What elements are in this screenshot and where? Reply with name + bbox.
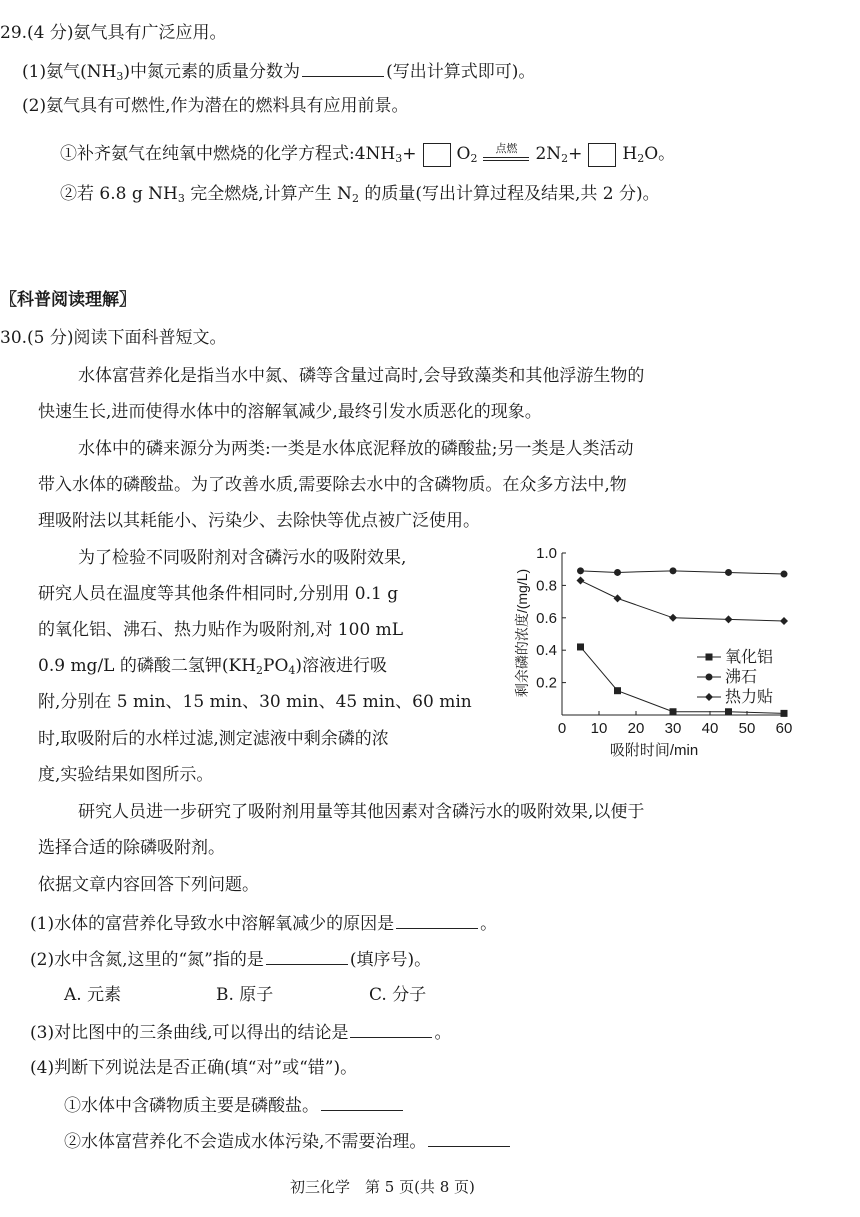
- text: 。: [434, 1023, 452, 1043]
- data-point: [781, 571, 788, 578]
- calc-text: ②若 6.8 g NH: [60, 184, 178, 204]
- paragraph-line: 理吸附法以其耗能小、污染少、去除快等优点被广泛使用。: [38, 511, 480, 531]
- text: 。: [480, 914, 498, 934]
- subscript: 2: [256, 664, 264, 677]
- y-tick-label: 1.0: [536, 545, 557, 562]
- answer-blank[interactable]: [428, 1128, 510, 1147]
- data-point: [670, 567, 677, 574]
- page-footer: 初三化学 第 5 页(共 8 页): [290, 1178, 475, 1196]
- q29-calculation: [60, 182, 660, 211]
- data-point: [725, 569, 732, 576]
- paragraph-line: 研究人员进一步研究了吸附剂用量等其他因素对含磷污水的吸附效果,以便于: [78, 802, 645, 822]
- text: (填序号)。: [349, 950, 432, 970]
- q30-part4-1: [64, 1092, 405, 1118]
- paragraph-line: 水体富营养化是指当水中氮、磷等含量过高时,会导致藻类和其他浮游生物的: [78, 366, 645, 386]
- text: (2)水中含氮,这里的“氮”指的是: [30, 950, 264, 970]
- y-tick-label: 0.4: [536, 642, 557, 660]
- data-point: [725, 615, 733, 623]
- formula-o2: O: [456, 144, 471, 164]
- text: (1)水体的富营养化导致水中溶解氧减少的原因是: [30, 914, 395, 934]
- data-point: [614, 594, 622, 602]
- subscript: 3: [177, 192, 185, 205]
- paragraph-line: 的氧化铝、沸石、热力贴作为吸附剂,对 100 mL: [38, 620, 404, 640]
- legend-label: 沸石: [725, 669, 758, 686]
- data-point: [669, 614, 677, 622]
- data-point: [781, 710, 788, 717]
- data-point: [780, 617, 788, 625]
- reaction-condition-arrow: [483, 143, 529, 167]
- legend-label: 热力贴: [725, 689, 774, 706]
- q29-part1-tail: (写出计算式即可)。: [386, 62, 536, 82]
- calc-text3: 的质量(写出计算过程及结果,共 2 分)。: [358, 184, 660, 204]
- data-point: [577, 643, 584, 650]
- q30-part2: [30, 946, 431, 972]
- subscript: 2: [470, 152, 478, 165]
- answer-blank[interactable]: [396, 910, 478, 929]
- legend-label: 氧化铝: [725, 649, 774, 666]
- text: ①水体中含磷物质主要是磷酸盐。: [64, 1096, 319, 1116]
- text: (3)对比图中的三条曲线,可以得出的结论是: [30, 1023, 349, 1043]
- q29-part1-text: (1)氨气(NH: [22, 62, 117, 82]
- y-tick-label: 0.2: [536, 674, 557, 692]
- x-tick-label: 0: [557, 720, 567, 737]
- plus-sign: +: [568, 144, 583, 164]
- paragraph-line: 快速生长,进而使得水体中的溶解氧减少,最终引发水质恶化的现象。: [38, 402, 542, 422]
- instruction: 依据文章内容回答下列问题。: [38, 875, 259, 895]
- data-point: [670, 708, 677, 715]
- option-c: C. 分子: [369, 985, 427, 1005]
- paragraph-line: 附,分别在 5 min、15 min、30 min、45 min、60 min: [38, 692, 472, 712]
- q29-equation: [60, 142, 675, 171]
- x-tick-label: 50: [738, 720, 756, 737]
- q29-part1: [22, 58, 535, 89]
- paragraph-line: 水体中的磷来源分为两类:一类是水体底泥释放的磷酸盐;另一类是人类活动: [78, 439, 634, 459]
- section-title: 〖科普阅读理解〗: [0, 290, 136, 310]
- y-axis-label: 剩余磷的浓度/(mg/L): [514, 568, 530, 698]
- option-a: A. 元素: [64, 985, 122, 1005]
- data-point: [725, 708, 732, 715]
- formula-h2o: H: [622, 144, 638, 164]
- coefficient-box-h2o[interactable]: [588, 143, 616, 167]
- x-tick-label: 40: [701, 720, 719, 737]
- q29-part1-text2: )中氮元素的质量分数为: [123, 62, 301, 82]
- coefficient-box-o2[interactable]: [423, 143, 451, 167]
- option-b: B. 原子: [216, 985, 274, 1005]
- x-tick-label: 30: [664, 720, 682, 737]
- equation-text: ①补齐氨气在纯氧中燃烧的化学方程式:4NH: [60, 144, 396, 164]
- y-tick-label: 0.8: [536, 577, 557, 595]
- adsorption-line-chart: [507, 537, 797, 765]
- answer-blank[interactable]: [302, 58, 384, 77]
- x-axis-label: 吸附时间/min: [609, 742, 699, 759]
- paragraph-line: 选择合适的除磷吸附剂。: [38, 838, 225, 858]
- paragraph-line: 时,取吸附后的水样过滤,测定滤液中剩余磷的浓: [38, 729, 389, 749]
- plus-sign: +: [402, 144, 417, 164]
- data-point: [614, 687, 621, 694]
- subscript: 2: [637, 152, 645, 165]
- paragraph-line: 研究人员在温度等其他条件相同时,分别用 0.1 g: [38, 584, 399, 604]
- data-point: [577, 577, 585, 585]
- q30-part4-2: [64, 1128, 512, 1154]
- q29-heading: 29.(4 分)氨气具有广泛应用。: [0, 23, 227, 43]
- x-tick-label: 20: [627, 720, 645, 737]
- subscript: 4: [288, 664, 296, 677]
- q30-part4: (4)判断下列说法是否正确(填“对”或“错”)。: [30, 1058, 358, 1078]
- formula-end: O。: [644, 144, 676, 164]
- q30-part1: [30, 910, 497, 936]
- reaction-condition: 点燃: [495, 141, 518, 155]
- answer-blank[interactable]: [350, 1019, 432, 1038]
- text: PO: [263, 656, 289, 676]
- formula-n2: 2N: [535, 144, 562, 164]
- subscript: 2: [351, 192, 359, 205]
- text: ②水体富营养化不会造成水体污染,不需要治理。: [64, 1132, 427, 1152]
- legend-marker: [705, 693, 713, 701]
- calc-text2: 完全燃烧,计算产生 N: [184, 184, 352, 204]
- paragraph-line: 度,实验结果如图所示。: [38, 765, 214, 785]
- paragraph-line: [38, 654, 387, 683]
- q29-part2: (2)氨气具有可燃性,作为潜在的燃料具有应用前景。: [22, 96, 409, 116]
- data-point: [614, 569, 621, 576]
- series-line-沸石: [581, 571, 785, 574]
- answer-blank[interactable]: [321, 1092, 403, 1111]
- legend-marker: [706, 674, 713, 681]
- y-tick-label: 0.6: [536, 609, 557, 627]
- paragraph-line: 带入水体的磷酸盐。为了改善水质,需要除去水中的含磷物质。在众多方法中,物: [38, 475, 627, 495]
- text: )溶液进行吸: [295, 656, 388, 676]
- legend-marker: [706, 654, 713, 661]
- subscript: 3: [116, 70, 124, 83]
- x-tick-label: 10: [590, 720, 608, 737]
- subscript: 3: [395, 152, 403, 165]
- series-line-热力贴: [581, 581, 785, 622]
- q30-heading: 30.(5 分)阅读下面科普短文。: [0, 328, 227, 348]
- q30-part3: [30, 1019, 451, 1045]
- subscript: 2: [561, 152, 569, 165]
- data-point: [577, 567, 584, 574]
- x-tick-label: 60: [775, 720, 793, 737]
- paragraph-line: 为了检验不同吸附剂对含磷污水的吸附效果,: [78, 548, 407, 568]
- text: 0.9 mg/L 的磷酸二氢钾(KH: [38, 656, 257, 676]
- answer-blank[interactable]: [266, 946, 348, 965]
